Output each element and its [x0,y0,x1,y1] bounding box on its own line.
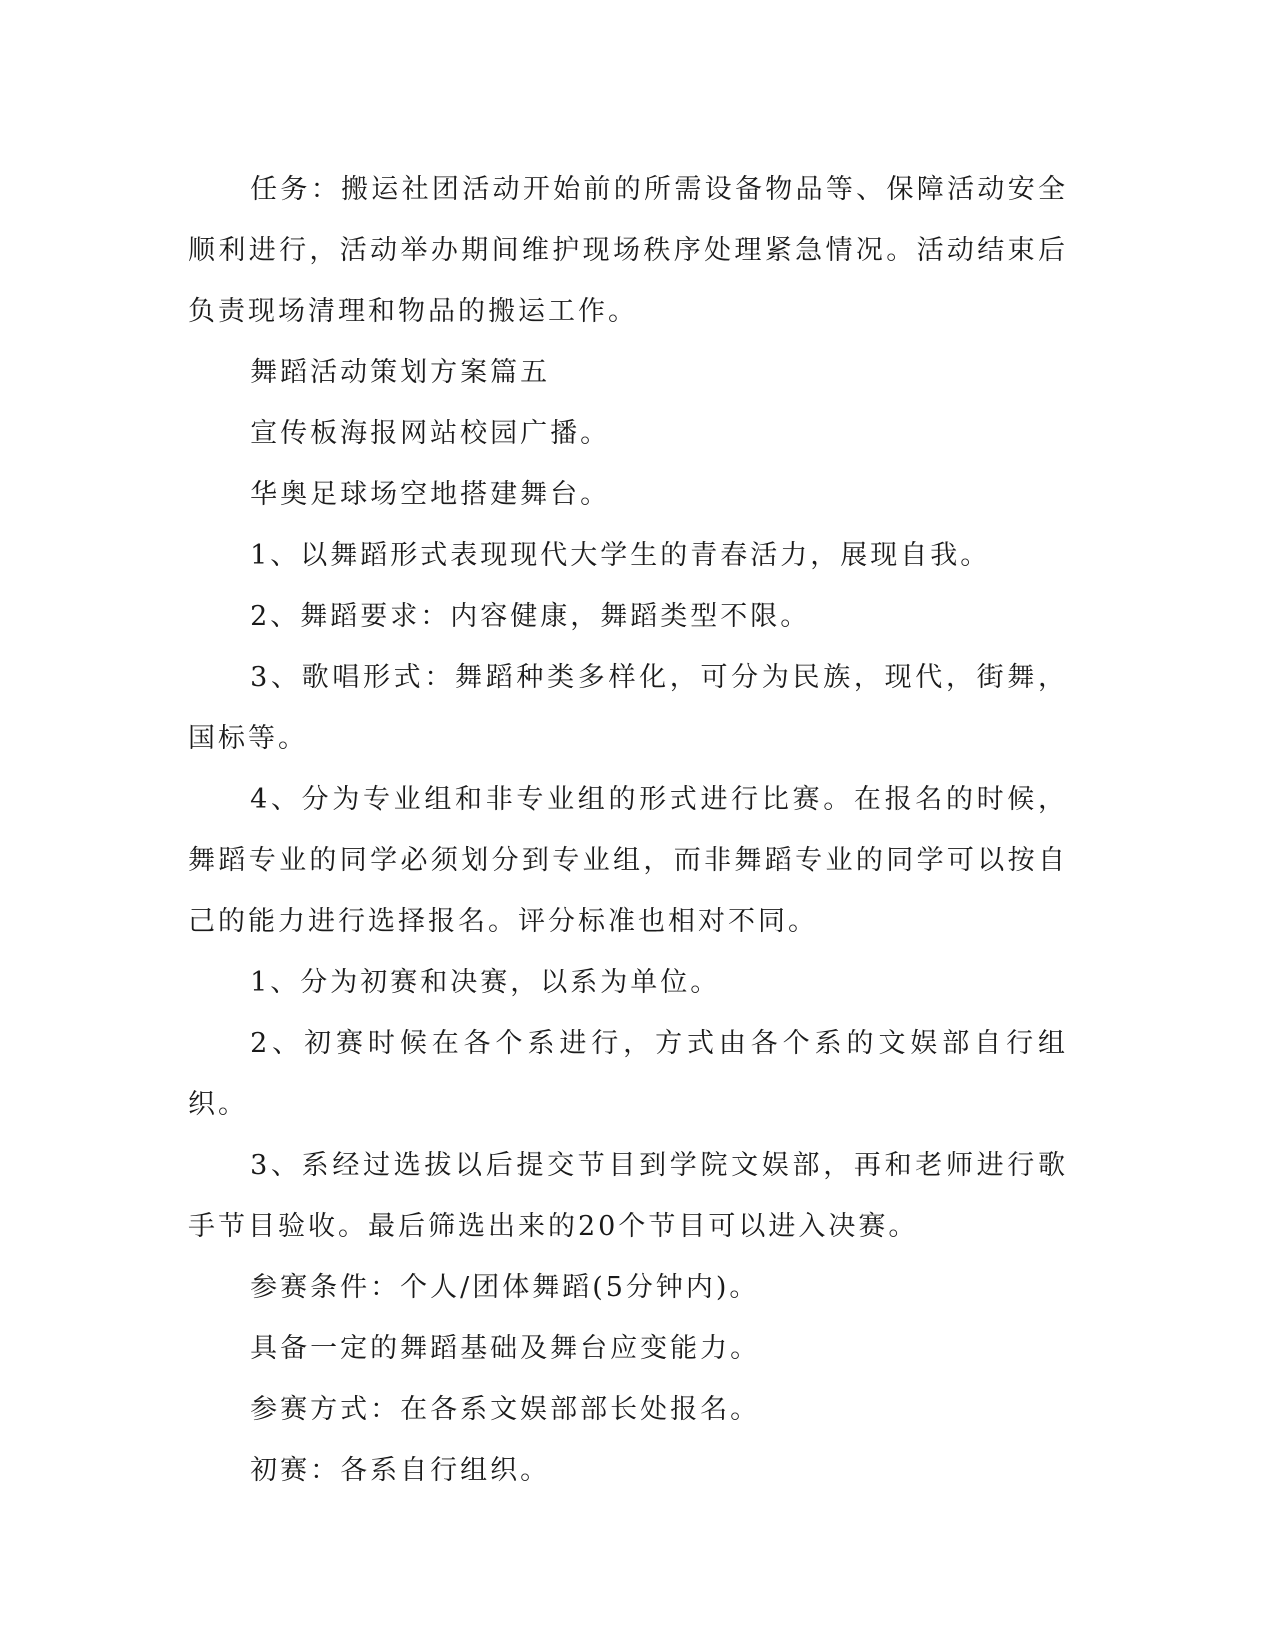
paragraph-requirements: 具备一定的舞蹈基础及舞台应变能力。 [250,1333,761,1364]
paragraph-item-4: 4、分为专业组和非专业组的形式进行比赛。在报名的时候，舞蹈专业的同学必须划分到专业组，而非舞蹈专业的同学可以按自己的能力进行选择报名。评分标准也相对不同。 [188,784,1068,937]
paragraph-item-2: 2、舞蹈要求：内容健康，舞蹈类型不限。 [250,601,811,632]
paragraph-item-1: 1、以舞蹈形式表现现代大学生的青春活力，展现自我。 [250,540,991,571]
section-heading: 舞蹈活动策划方案篇五 [250,357,551,388]
paragraph-rule-2: 2、初赛时候在各个系进行，方式由各个系的文娱部自行组织。 [188,1028,1068,1120]
paragraph-registration: 参赛方式：在各系文娱部部长处报名。 [250,1394,761,1425]
document-body [188,159,1068,1501]
paragraph-publicity: 宣传板海报网站校园广播。 [250,418,611,449]
paragraph-conditions: 参赛条件：个人/团体舞蹈(5分钟内)。 [250,1272,760,1303]
paragraph-task: 任务：搬运社团活动开始前的所需设备物品等、保障活动安全顺利进行，活动举办期间维护现场秩序处理紧急情况。活动结束后负责现场清理和物品的搬运工作。 [188,174,1068,327]
paragraph-venue: 华奥足球场空地搭建舞台。 [250,479,611,510]
paragraph-rule-1: 1、分为初赛和决赛，以系为单位。 [250,967,721,998]
paragraph-item-3: 3、歌唱形式：舞蹈种类多样化，可分为民族，现代，街舞，国标等。 [188,662,1068,754]
paragraph-preliminary: 初赛：各系自行组织。 [250,1455,551,1486]
paragraph-rule-3: 3、系经过选拔以后提交节目到学院文娱部，再和老师进行歌手节目验收。最后筛选出来的20个节目可以进入决赛。 [188,1150,1068,1242]
